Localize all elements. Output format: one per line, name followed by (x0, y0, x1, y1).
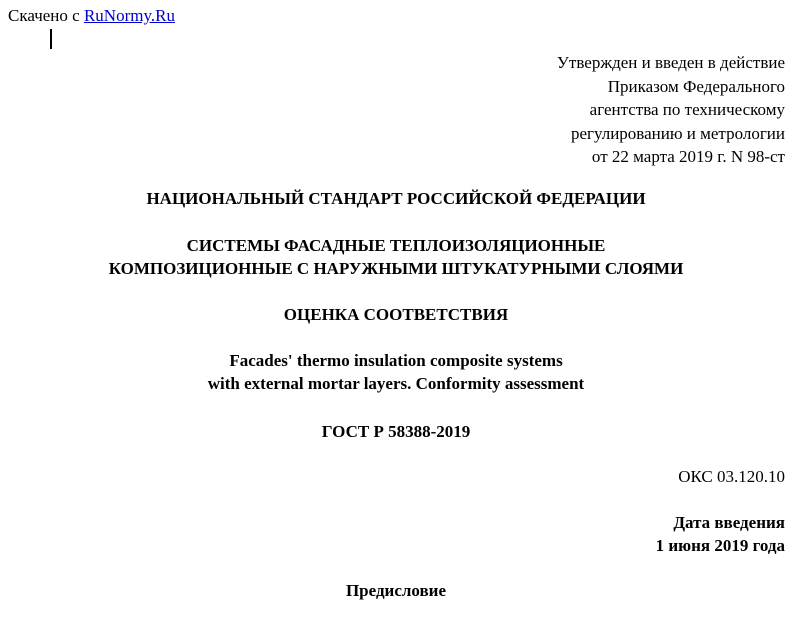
standard-title-line: КОМПОЗИЦИОННЫЕ С НАРУЖНЫМИ ШТУКАТУРНЫМИ СЛОЯМИ (108, 259, 684, 278)
approval-line: агентства по техническому (589, 100, 785, 120)
approval-line: Утвержден и введен в действие (556, 53, 785, 72)
introduction-date-block (656, 511, 785, 557)
preface-heading (0, 579, 792, 602)
approval-line: регулированию и метрологии (570, 123, 785, 143)
introduction-label: Дата введения (673, 513, 785, 532)
standard-subtitle-text: ОЦЕНКА СООТВЕТСТВИЯ (283, 305, 509, 324)
oks-code: ОКС 03.120.10 (678, 467, 785, 486)
introduction-date: 1 июня 2019 года (655, 536, 785, 555)
english-title-line: Facades' thermo insulation composite systems (229, 351, 563, 370)
preface-heading-text: Предисловие (345, 581, 447, 600)
standard-title-line: СИСТЕМЫ ФАСАДНЫЕ ТЕПЛОИЗОЛЯЦИОННЫЕ (186, 236, 606, 255)
standard-designation-text: ГОСТ Р 58388-2019 (321, 422, 471, 441)
english-title-line: with external mortar layers. Conformity assessment (207, 374, 585, 393)
approval-block (557, 51, 785, 169)
runormy-link[interactable]: RuNormy.Ru (83, 6, 175, 25)
standard-designation (0, 420, 792, 443)
standard-heading-text: НАЦИОНАЛЬНЫЙ СТАНДАРТ РОССИЙСКОЙ ФЕДЕРАЦИИ (146, 189, 646, 208)
standard-title (0, 234, 792, 280)
source-prefix: Скачено с (8, 6, 80, 25)
standard-subtitle (0, 303, 792, 326)
english-title (0, 349, 792, 395)
approval-line: от 22 марта 2019 г. N 98-ст (591, 147, 785, 167)
approval-line: Приказом Федерального (607, 76, 785, 96)
source-line (8, 5, 175, 27)
text-cursor (50, 29, 52, 49)
standard-heading (0, 187, 792, 210)
